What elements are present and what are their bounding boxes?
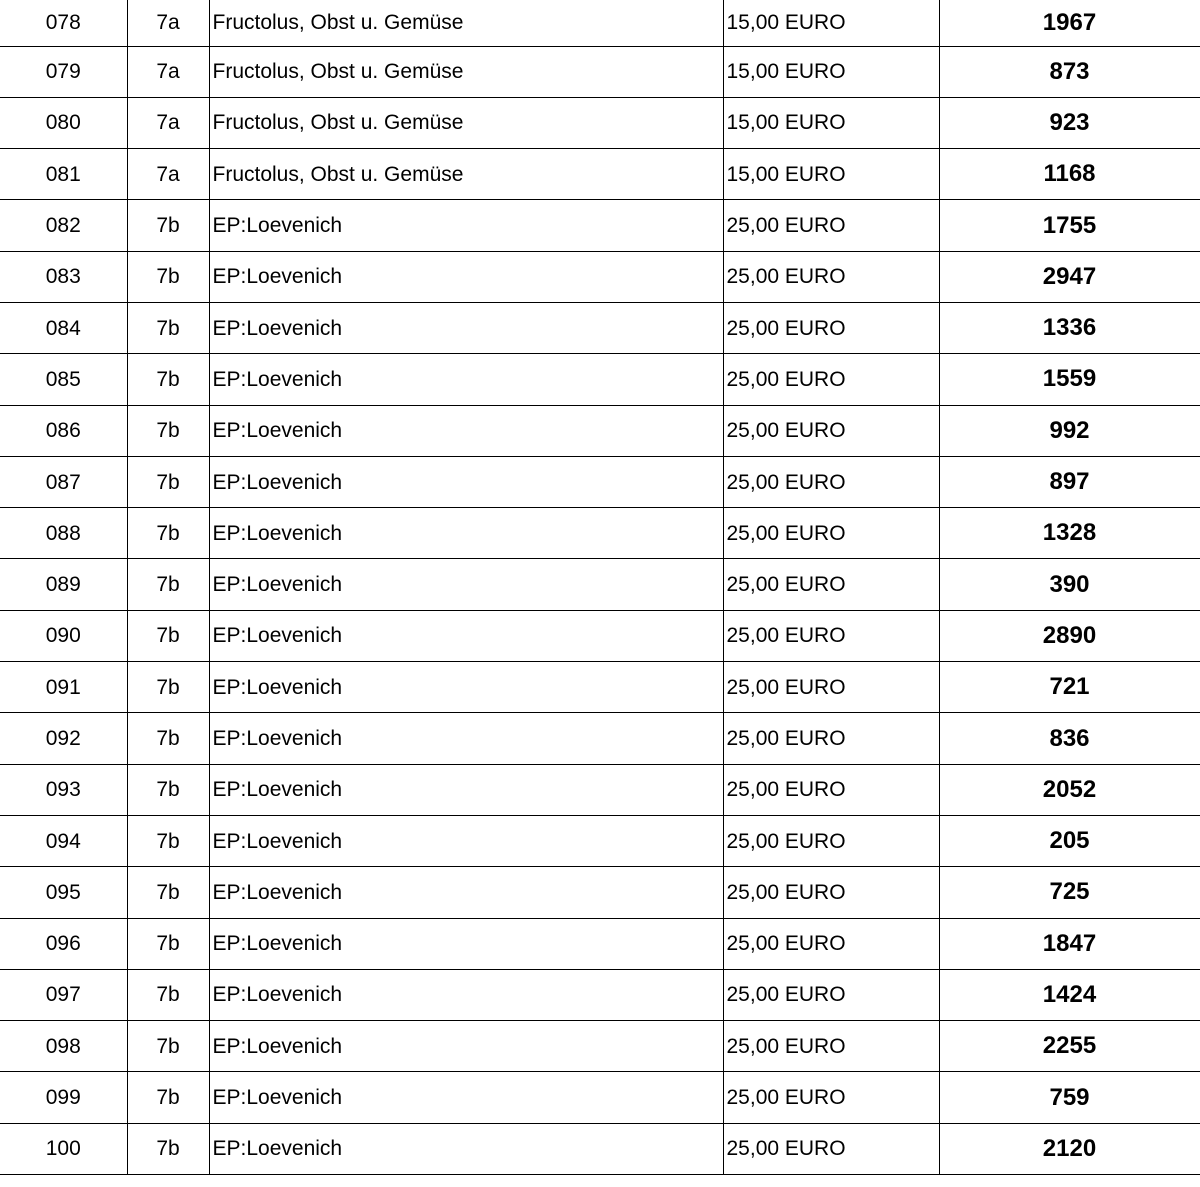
cell-number: 099 (0, 1072, 127, 1123)
cell-ticket-number: 2947 (939, 251, 1200, 302)
cell-description: EP:Loevenich (209, 251, 723, 302)
table-row (0, 1123, 1200, 1174)
table-row (0, 867, 1200, 918)
cell-number: 093 (0, 764, 127, 815)
cell-ticket-number: 992 (939, 405, 1200, 456)
cell-description: Fructolus, Obst u. Gemüse (209, 0, 723, 46)
cell-price: 25,00 EURO (723, 969, 939, 1020)
cell-price: 25,00 EURO (723, 251, 939, 302)
cell-price: 25,00 EURO (723, 662, 939, 713)
cell-price: 25,00 EURO (723, 200, 939, 251)
cell-class: 7a (127, 46, 209, 97)
cell-number: 089 (0, 559, 127, 610)
table-row (0, 405, 1200, 456)
cell-ticket-number: 1847 (939, 918, 1200, 969)
cell-ticket-number: 2052 (939, 764, 1200, 815)
cell-description: EP:Loevenich (209, 559, 723, 610)
cell-ticket-number: 2255 (939, 1021, 1200, 1072)
cell-description: EP:Loevenich (209, 662, 723, 713)
cell-description: EP:Loevenich (209, 713, 723, 764)
cell-price: 25,00 EURO (723, 456, 939, 507)
table-row (0, 1072, 1200, 1123)
cell-ticket-number: 836 (939, 713, 1200, 764)
cell-number: 092 (0, 713, 127, 764)
cell-price: 15,00 EURO (723, 149, 939, 200)
table-row (0, 0, 1200, 46)
table-row (0, 251, 1200, 302)
cell-number: 079 (0, 46, 127, 97)
cell-number: 083 (0, 251, 127, 302)
table-row (0, 918, 1200, 969)
cell-class: 7b (127, 918, 209, 969)
cell-class: 7b (127, 354, 209, 405)
cell-number: 085 (0, 354, 127, 405)
cell-ticket-number: 1559 (939, 354, 1200, 405)
cell-price: 15,00 EURO (723, 97, 939, 148)
cell-class: 7b (127, 251, 209, 302)
cell-price: 25,00 EURO (723, 1021, 939, 1072)
cell-class: 7b (127, 610, 209, 661)
cell-number: 094 (0, 815, 127, 866)
cell-description: EP:Loevenich (209, 969, 723, 1020)
cell-description: EP:Loevenich (209, 354, 723, 405)
cell-price: 25,00 EURO (723, 815, 939, 866)
cell-ticket-number: 1328 (939, 508, 1200, 559)
cell-ticket-number: 873 (939, 46, 1200, 97)
table-row (0, 302, 1200, 353)
cell-price: 25,00 EURO (723, 867, 939, 918)
cell-number: 100 (0, 1123, 127, 1174)
cell-class: 7b (127, 662, 209, 713)
cell-description: EP:Loevenich (209, 302, 723, 353)
table-row (0, 969, 1200, 1020)
table-row (0, 149, 1200, 200)
cell-ticket-number: 725 (939, 867, 1200, 918)
cell-ticket-number: 1336 (939, 302, 1200, 353)
cell-description: EP:Loevenich (209, 1123, 723, 1174)
cell-class: 7a (127, 149, 209, 200)
cell-class: 7a (127, 97, 209, 148)
cell-description: Fructolus, Obst u. Gemüse (209, 97, 723, 148)
cell-class: 7b (127, 456, 209, 507)
cell-description: Fructolus, Obst u. Gemüse (209, 149, 723, 200)
table-row (0, 815, 1200, 866)
cell-class: 7b (127, 405, 209, 456)
cell-class: 7b (127, 1021, 209, 1072)
cell-number: 082 (0, 200, 127, 251)
cell-price: 15,00 EURO (723, 0, 939, 46)
cell-price: 25,00 EURO (723, 1072, 939, 1123)
table-row (0, 713, 1200, 764)
cell-description: EP:Loevenich (209, 1072, 723, 1123)
cell-price: 25,00 EURO (723, 508, 939, 559)
cell-number: 096 (0, 918, 127, 969)
table-row (0, 200, 1200, 251)
cell-number: 080 (0, 97, 127, 148)
cell-price: 25,00 EURO (723, 610, 939, 661)
cell-class: 7b (127, 1072, 209, 1123)
cell-number: 090 (0, 610, 127, 661)
cell-ticket-number: 923 (939, 97, 1200, 148)
cell-description: EP:Loevenich (209, 456, 723, 507)
cell-number: 098 (0, 1021, 127, 1072)
cell-price: 25,00 EURO (723, 1123, 939, 1174)
table-row (0, 97, 1200, 148)
cell-description: EP:Loevenich (209, 918, 723, 969)
cell-description: EP:Loevenich (209, 610, 723, 661)
cell-number: 097 (0, 969, 127, 1020)
cell-description: EP:Loevenich (209, 200, 723, 251)
cell-description: EP:Loevenich (209, 1021, 723, 1072)
cell-class: 7b (127, 508, 209, 559)
cell-number: 088 (0, 508, 127, 559)
table-row (0, 508, 1200, 559)
cell-price: 25,00 EURO (723, 405, 939, 456)
cell-price: 25,00 EURO (723, 559, 939, 610)
cell-price: 25,00 EURO (723, 918, 939, 969)
cell-ticket-number: 721 (939, 662, 1200, 713)
cell-price: 25,00 EURO (723, 713, 939, 764)
cell-price: 25,00 EURO (723, 354, 939, 405)
cell-description: EP:Loevenich (209, 508, 723, 559)
cell-description: EP:Loevenich (209, 867, 723, 918)
cell-ticket-number: 1967 (939, 0, 1200, 46)
cell-ticket-number: 897 (939, 456, 1200, 507)
cell-class: 7b (127, 713, 209, 764)
cell-ticket-number: 2120 (939, 1123, 1200, 1174)
cell-class: 7b (127, 559, 209, 610)
cell-class: 7b (127, 969, 209, 1020)
cell-class: 7b (127, 867, 209, 918)
cell-number: 081 (0, 149, 127, 200)
table-row (0, 559, 1200, 610)
cell-price: 25,00 EURO (723, 302, 939, 353)
table-row (0, 354, 1200, 405)
cell-number: 084 (0, 302, 127, 353)
cell-ticket-number: 2890 (939, 610, 1200, 661)
cell-ticket-number: 1755 (939, 200, 1200, 251)
table-row (0, 46, 1200, 97)
cell-number: 095 (0, 867, 127, 918)
cell-description: Fructolus, Obst u. Gemüse (209, 46, 723, 97)
cell-ticket-number: 390 (939, 559, 1200, 610)
table-row (0, 662, 1200, 713)
cell-description: EP:Loevenich (209, 405, 723, 456)
table-row (0, 456, 1200, 507)
cell-ticket-number: 1168 (939, 149, 1200, 200)
cell-ticket-number: 759 (939, 1072, 1200, 1123)
cell-ticket-number: 205 (939, 815, 1200, 866)
cell-number: 087 (0, 456, 127, 507)
table-row (0, 1021, 1200, 1072)
cell-class: 7b (127, 815, 209, 866)
cell-description: EP:Loevenich (209, 815, 723, 866)
cell-class: 7b (127, 764, 209, 815)
cell-price: 25,00 EURO (723, 764, 939, 815)
cell-description: EP:Loevenich (209, 764, 723, 815)
cell-class: 7a (127, 0, 209, 46)
cell-ticket-number: 1424 (939, 969, 1200, 1020)
cell-price: 15,00 EURO (723, 46, 939, 97)
table-row (0, 610, 1200, 661)
cell-class: 7b (127, 1123, 209, 1174)
cell-class: 7b (127, 302, 209, 353)
cell-class: 7b (127, 200, 209, 251)
cell-number: 078 (0, 0, 127, 46)
table-row (0, 764, 1200, 815)
cell-number: 091 (0, 662, 127, 713)
cell-number: 086 (0, 405, 127, 456)
